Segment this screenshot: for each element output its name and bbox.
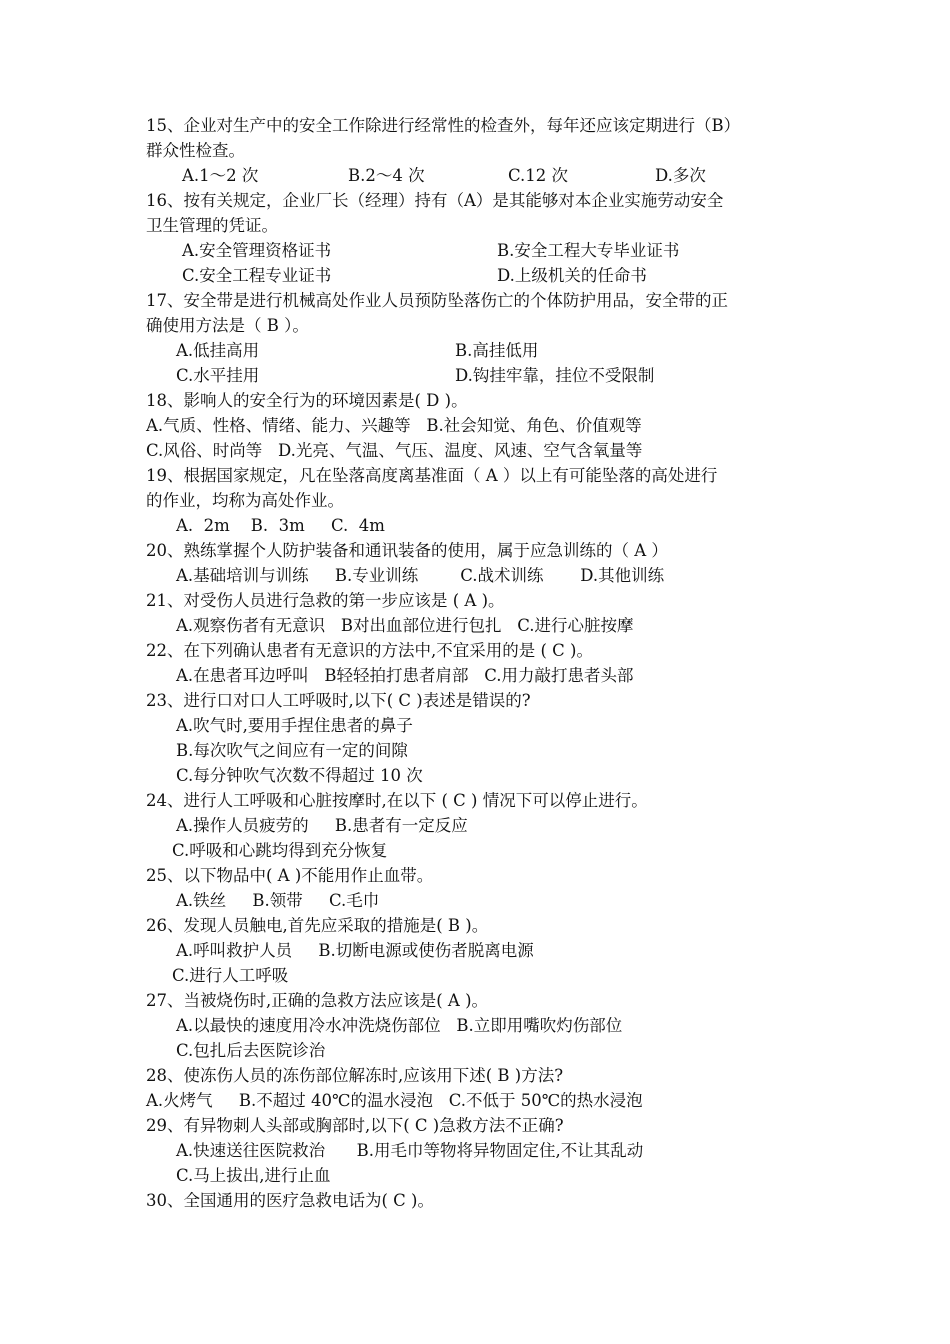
q20-options: A.基础培训与训练 B.专业训练 C.战术训练 D.其他训练 (176, 566, 665, 585)
question-27-text: 27、当被烧伤时,正确的急救方法应该是( A )。 (146, 991, 489, 1010)
q29-options-line-2: C.马上拔出,进行止血 (176, 1166, 331, 1185)
question-16-text: 16、按有关规定，企业厂长（经理）持有（A）是其能够对本企业实施劳动安全 (146, 191, 724, 210)
q23-option-c: C.每分钟吹气次数不得超过 10 次 (176, 766, 423, 785)
q18-options-line-2: C.风俗、时尚等 D.光亮、气温、气压、温度、风速、空气含氧量等 (146, 441, 643, 460)
question-29-text: 29、有异物刺人头部或胸部时,以下( C )急救方法不正确? (146, 1116, 564, 1135)
q17-option-b: B.高挂低用 (455, 341, 539, 360)
question-15-text: 15、企业对生产中的安全工作除进行经常性的检查外，每年还应该定期进行（B） (146, 116, 741, 135)
q16-option-a: A.安全管理资格证书 (182, 241, 332, 260)
q21-options: A.观察伤者有无意识 B对出血部位进行包扎 C.进行心脏按摩 (176, 616, 634, 635)
question-20-text: 20、熟练掌握个人防护装备和通讯装备的使用，属于应急训练的（ A ） (146, 541, 668, 560)
question-17-text-cont: 确使用方法是（ B ）。 (146, 316, 309, 335)
question-17-text: 17、安全带是进行机械高处作业人员预防坠落伤亡的个体防护用品，安全带的正 (146, 291, 728, 310)
q16-option-c: C.安全工程专业证书 (182, 266, 332, 285)
question-22-text: 22、在下列确认患者有无意识的方法中,不宜采用的是 ( C )。 (146, 641, 593, 660)
q25-options: A.铁丝 B.领带 C.毛巾 (176, 891, 380, 910)
q22-options: A.在患者耳边呼叫 B轻轻拍打患者肩部 C.用力敲打患者头部 (176, 666, 634, 685)
q16-option-b: B.安全工程大专毕业证书 (497, 241, 680, 260)
q18-options-line-1: A.气质、性格、情绪、能力、兴趣等 B.社会知觉、角色、价值观等 (146, 416, 642, 435)
q29-options-line-1: A.快速送往医院救治 B.用毛巾等物将异物固定住,不让其乱动 (176, 1141, 644, 1160)
q27-options-line-2: C.包扎后去医院诊治 (176, 1041, 326, 1060)
question-19-text-cont: 的作业，均称为高处作业。 (146, 491, 344, 510)
q17-option-d: D.钩挂牢靠，挂位不受限制 (455, 366, 655, 385)
question-15-text-cont: 群众性检查。 (146, 141, 245, 160)
question-25-text: 25、以下物品中( A )不能用作止血带。 (146, 866, 434, 885)
q15-option-b: B.2～4 次 (348, 166, 425, 185)
question-21-text: 21、对受伤人员进行急救的第一步应该是 ( A )。 (146, 591, 505, 610)
q15-option-c: C.12 次 (508, 166, 569, 185)
q23-option-b: B.每次吹气之间应有一定的间隙 (176, 741, 408, 760)
question-23-text: 23、进行口对口人工呼吸时,以下( C )表述是错误的? (146, 691, 531, 710)
question-30-text: 30、全国通用的医疗急救电话为( C )。 (146, 1191, 434, 1210)
question-18-text: 18、影响人的安全行为的环境因素是( D )。 (146, 391, 468, 410)
q24-options-line-2: C.呼吸和心跳均得到充分恢复 (172, 841, 388, 860)
q26-options-line-2: C.进行人工呼吸 (172, 966, 289, 985)
question-26-text: 26、发现人员触电,首先应采取的措施是( B )。 (146, 916, 489, 935)
q26-options-line-1: A.呼叫救护人员 B.切断电源或使伤者脱离电源 (176, 941, 534, 960)
q28-options: A.火烤气 B.不超过 40℃的温水浸泡 C.不低于 50℃的热水浸泡 (146, 1091, 643, 1110)
q17-option-c: C.水平挂用 (176, 366, 260, 385)
question-24-text: 24、进行人工呼吸和心脏按摩时,在以下 ( C ) 情况下可以停止进行。 (146, 791, 648, 810)
q23-option-a: A.吹气时,要用手捏住患者的鼻子 (176, 716, 413, 735)
q16-option-d: D.上级机关的任命书 (497, 266, 647, 285)
question-28-text: 28、使冻伤人员的冻伤部位解冻时,应该用下述( B )方法? (146, 1066, 564, 1085)
q17-option-a: A.低挂高用 (176, 341, 260, 360)
question-19-text: 19、根据国家规定，凡在坠落高度离基准面（ A ）以上有可能坠落的高处进行 (146, 466, 718, 485)
question-16-text-cont: 卫生管理的凭证。 (146, 216, 278, 235)
q15-option-d: D.多次 (655, 166, 706, 185)
q24-options-line-1: A.操作人员疲劳的 B.患者有一定反应 (176, 816, 468, 835)
q19-options: A. 2m B. 3m C. 4m (176, 516, 385, 535)
q15-option-a: A.1～2 次 (182, 166, 259, 185)
q27-options-line-1: A.以最快的速度用冷水冲洗烧伤部位 B.立即用嘴吹灼伤部位 (176, 1016, 623, 1035)
